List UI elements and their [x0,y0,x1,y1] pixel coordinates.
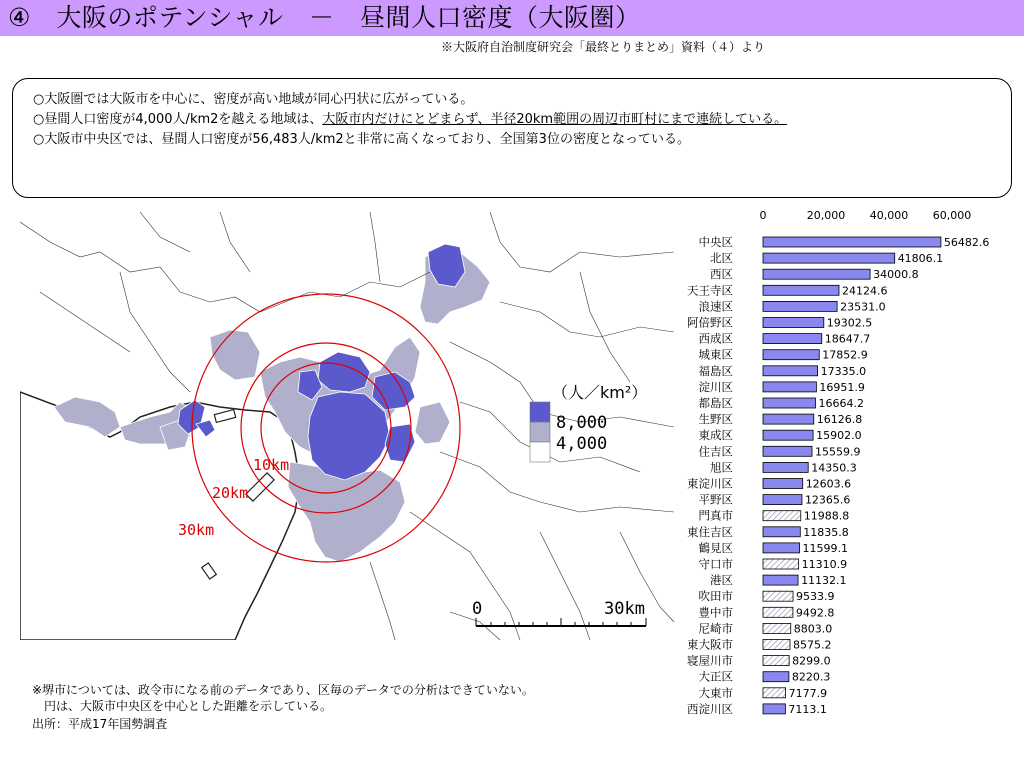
bar [763,527,800,537]
value-label: 11599.1 [802,541,849,555]
bar [763,334,822,344]
value-label: 8575.2 [793,638,832,652]
legend-swatch-high [530,402,550,422]
category-label: 平野区 [698,492,733,507]
value-label: 16664.2 [818,397,864,410]
value-label: 8299.0 [792,654,831,668]
value-label: 18647.7 [824,332,871,346]
summary-line-1: ○大阪圏では大阪市を中心に、密度が高い地域が同心円状に広がっている。 [33,92,474,107]
bar [763,269,870,279]
bar [763,607,793,617]
category-label: 吹田市 [698,589,733,604]
value-label: 56482.6 [943,236,990,249]
value-label: 11988.8 [803,509,850,523]
value-label: 17335.0 [820,364,867,378]
category-label: 港区 [710,573,733,588]
bar [763,366,818,376]
value-label: 8220.3 [791,670,831,684]
value-label: 34000.8 [873,268,919,282]
bar [763,543,800,553]
summary-line-2 [33,111,787,129]
category-label: 尼崎市 [698,621,733,636]
value-label: 7113.1 [788,702,827,716]
legend-label-8000: 8,000 [556,413,608,433]
summary-box [12,78,1012,198]
value-label: 24124.6 [841,284,888,298]
bar [763,495,802,505]
bar [763,414,814,424]
bar [763,350,819,360]
summary-line-2-underlined: 大阪市内だけにとどまらず、半径20km範囲の周辺市町村にまで連続している。 [322,112,788,127]
category-label: 浪速区 [698,299,733,314]
value-label: 16951.9 [819,380,865,394]
x-tick-label: 40,000 [869,209,909,222]
ring-label-20km: 20km [212,484,249,502]
category-label: 門真市 [698,508,733,523]
category-label: 東住吉区 [687,524,733,539]
value-label: 15559.9 [815,445,861,459]
category-label: 城東区 [698,347,733,362]
legend-title: （人／km²） [552,383,648,402]
value-label: 9492.8 [795,606,835,620]
value-label: 12365.6 [804,493,851,507]
category-label: 住吉区 [698,444,733,459]
summary-line-2-lead: ○昼間人口密度が4,000人/km2を越える地域は、 [33,112,323,127]
category-label: 東成区 [698,428,733,443]
category-label: 淀川区 [698,379,733,394]
bar [763,285,839,295]
value-label: 15902.0 [816,429,862,443]
bar [763,430,813,440]
bar [763,511,801,521]
x-tick-label: 60,000 [932,209,972,222]
value-label: 12603.6 [805,477,852,491]
bar [763,301,837,311]
category-label: 豊中市 [698,605,733,620]
x-tick-label: 20,000 [806,209,846,222]
bar [763,398,815,408]
category-label: 大正区 [698,669,733,684]
legend-swatch-mid [530,422,550,442]
bar [763,237,941,247]
scale-label-start: 0 [472,599,483,619]
category-label: 旭区 [710,460,733,475]
category-label: 西淀川区 [687,701,733,716]
category-label: 大東市 [698,685,733,700]
value-label: 7177.9 [788,686,828,700]
bar [763,623,791,633]
legend-swatch-low [530,442,550,462]
ring-label-30km: 30km [178,521,215,539]
value-label: 23531.0 [840,300,886,314]
category-label: 福島区 [698,363,733,378]
bar [763,446,812,456]
bar [763,591,793,601]
bar [763,656,789,666]
legend-label-4000: 4,000 [556,434,608,454]
bar [763,672,789,682]
value-label: 41806.1 [897,252,944,266]
category-label: 東大阪市 [687,637,733,652]
footnote-3: 出所：平成17年国勢調査 [32,717,168,731]
category-label: 阿倍野区 [687,315,733,330]
category-label: 守口市 [698,557,733,571]
ring-label-10km: 10km [253,456,290,474]
bar [763,479,803,489]
source-note: ※大阪府自治制度研究会「最終とりまとめ」資料（４）より [441,40,766,54]
footnote-2: 円は、大阪市中央区を中心とした距離を示している。 [32,699,333,713]
summary-line-3: ○大阪市中央区では、昼間人口密度が56,483人/km2と非常に高くなっており、全国第3位の密度となっている。 [33,132,690,147]
value-label: 9533.9 [796,590,835,604]
value-label: 17852.9 [822,348,868,362]
category-label: 西成区 [698,331,733,346]
bar [763,575,798,585]
bar [763,318,824,328]
category-label: 寝屋川市 [687,653,733,668]
density-bar-chart [670,204,1024,724]
category-label: 天王寺区 [687,283,733,298]
category-label: 東淀川区 [687,476,733,491]
bar [763,382,816,392]
page-title: ④ 大阪のポテンシャル － 昼間人口密度（大阪圏） [8,3,641,32]
x-tick-label: 0 [759,209,767,222]
density-map [20,212,674,640]
value-label: 8803.0 [793,622,833,636]
bar [763,640,790,650]
footnote-1: ※堺市については、政令市になる前のデータであり、区毎のデータでの分析はできていない。 [32,683,534,697]
bar [763,559,799,569]
bar [763,688,786,698]
bar [763,253,895,263]
value-label: 14350.3 [811,461,857,475]
category-label: 都島区 [698,396,733,410]
bar [763,462,808,472]
value-label: 16126.8 [816,413,863,427]
value-label: 11310.9 [801,558,848,571]
title-bar [0,0,1024,36]
category-label: 北区 [710,251,733,266]
value-label: 11132.1 [801,574,847,588]
category-label: 生野区 [698,412,733,427]
category-label: 中央区 [698,235,733,249]
category-label: 鶴見区 [698,540,733,555]
value-label: 11835.8 [803,525,849,539]
value-label: 19302.5 [826,316,873,330]
category-label: 西区 [710,267,733,282]
scale-label-end: 30km [604,599,645,619]
bar [763,704,785,714]
